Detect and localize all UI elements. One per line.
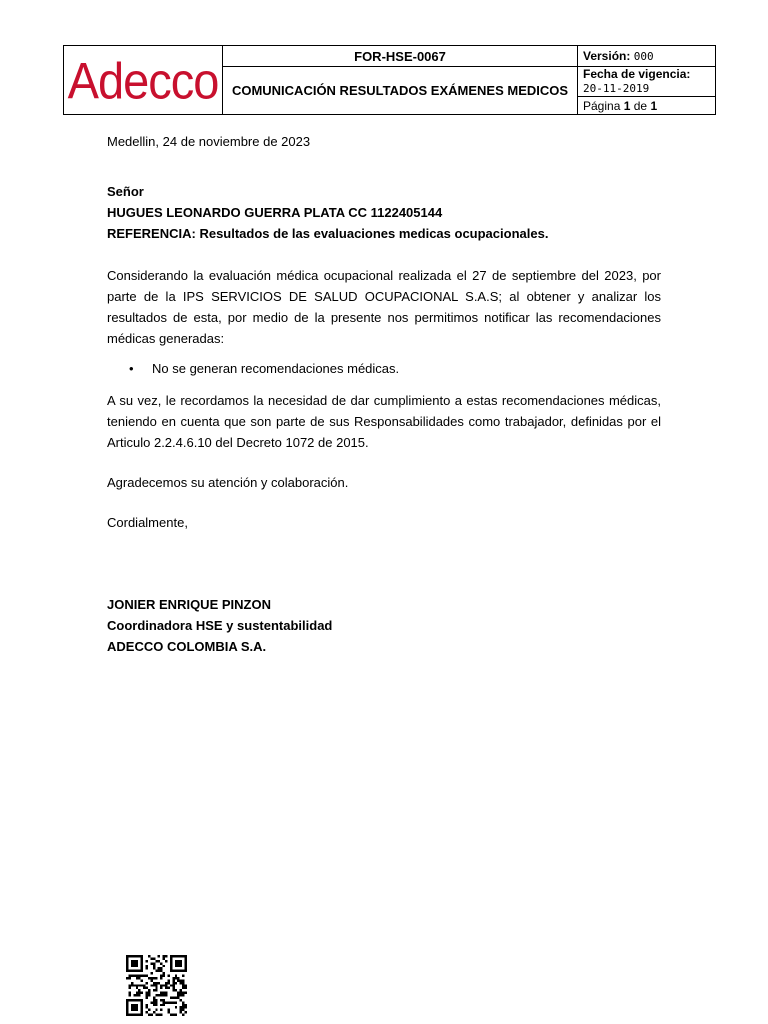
- document-title: COMUNICACIÓN RESULTADOS EXÁMENES MEDICOS: [223, 67, 578, 115]
- vigencia-cell: [578, 67, 716, 97]
- reference: REFERENCIA: Resultados de las evaluaciones medicas ocupacionales.: [107, 226, 549, 241]
- salutation: Señor: [107, 184, 144, 199]
- bullet-symbol: •: [129, 361, 134, 376]
- closing: Cordialmente,: [107, 515, 188, 530]
- paragraph-1: Considerando la evaluación médica ocupacional realizada el 27 de septiembre del 2023, por parte de la IPS SERVICIOS DE SALUD OCUPACIONAL S.A.S; al obtener y analizar los resultados de esta, por medio de la presente nos permitimos notificar las recomendaciones médicas generadas:: [107, 268, 661, 346]
- document-header: [63, 45, 716, 115]
- version-label: Versión:: [583, 48, 631, 63]
- vigencia-label: Fecha de vigencia:: [583, 67, 691, 81]
- signer-name: JONIER ENRIQUE PINZON: [107, 597, 271, 612]
- list-item: [129, 358, 661, 379]
- bullet-text: No se generan recomendaciones médicas.: [152, 361, 400, 376]
- qr-code: [126, 955, 187, 1016]
- place-date: Medellin, 24 de noviembre de 2023: [107, 134, 311, 149]
- signer-role: Coordinadora HSE y sustentabilidad: [107, 618, 333, 633]
- version-cell: [578, 46, 716, 67]
- page-word: Página: [583, 98, 621, 113]
- letter-body: [107, 131, 661, 657]
- logo-cell: [64, 46, 223, 115]
- page-of: de: [633, 98, 648, 113]
- version-value: 000: [633, 49, 654, 63]
- page-total: 1: [650, 98, 658, 113]
- signer-company: ADECCO COLOMBIA S.A.: [107, 639, 267, 654]
- adecco-logo: Adecco: [67, 51, 219, 109]
- vigencia-value: 20-11-2019: [583, 82, 650, 95]
- page-number-cell: [578, 97, 716, 115]
- document-code: FOR-HSE-0067: [223, 46, 578, 67]
- page-current: 1: [623, 98, 631, 113]
- thanks-line: Agradecemos su atención y colaboración.: [107, 475, 349, 490]
- paragraph-2: A su vez, le recordamos la necesidad de dar cumplimiento a estas recomendaciones médicas, teniendo en cuenta que son parte de sus Responsabilidades como trabajador, definidas por el Articulo 2.2.4.6.10 del Decreto 1072 de 2015.: [107, 393, 661, 450]
- recipient: HUGUES LEONARDO GUERRA PLATA CC 1122405144: [107, 205, 443, 220]
